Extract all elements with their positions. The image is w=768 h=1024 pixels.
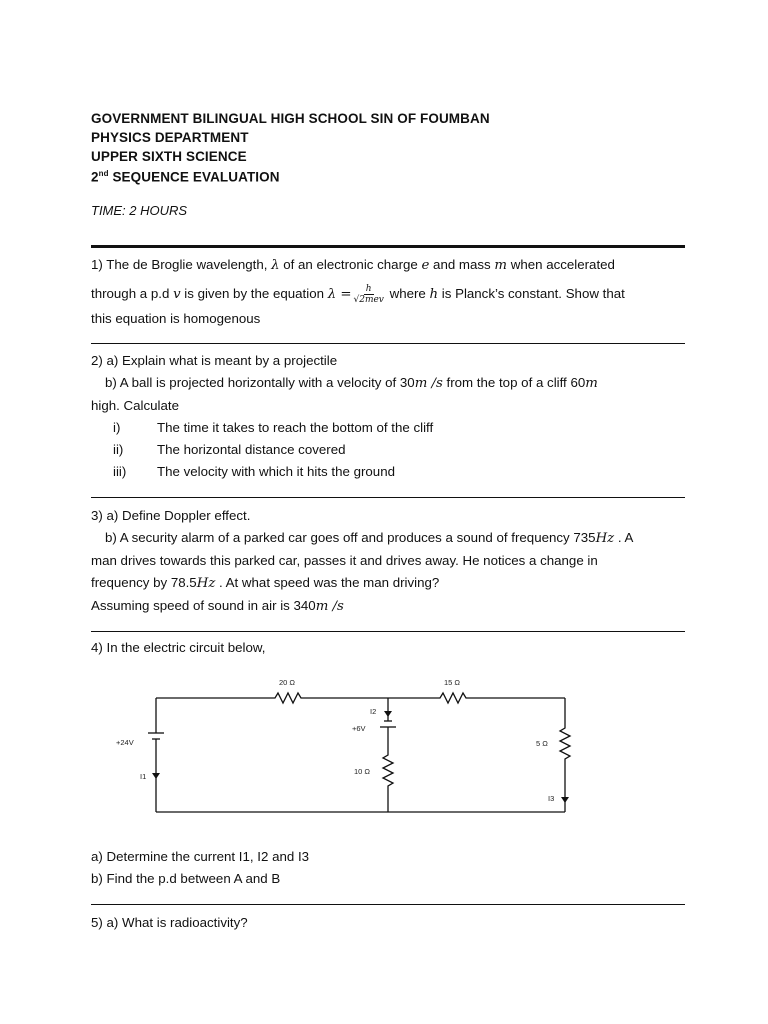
question-4-intro: 4) In the electric circuit below, bbox=[91, 640, 266, 655]
question-2: 2) a) Explain what is meant by a projectile b) A ball is projected horizontally with a velocity of 30m /s from the top of a cliff 60m high. Calculate i) The time it takes to reach the bottom of the cliff ii) The horizontal distance covered iii) The velocity with which it hits the ground bbox=[91, 350, 691, 483]
current-i3-label: I3 bbox=[548, 794, 555, 803]
resistor-20-label: 20 Ω bbox=[279, 678, 296, 687]
divider bbox=[91, 343, 685, 344]
battery-24v-label: +24V bbox=[116, 738, 134, 747]
question-5: 5) a) What is radioactivity? bbox=[91, 915, 248, 930]
divider bbox=[91, 245, 685, 248]
question-1: 1) The de Broglie wavelength, λ of an electronic charge e and mass m when accelerated through a p.d v is given by the equation λ = $\frac{h}{\text{√2mev}}$ where h is Planck’s constant. Show that this equation is homogenous bbox=[91, 257, 625, 326]
divider bbox=[91, 904, 685, 905]
current-arrow-i2 bbox=[384, 711, 392, 717]
equation-fraction: $\frac{h}{\text{√2mev}}$ bbox=[353, 283, 384, 305]
current-i2-label: I2 bbox=[370, 707, 377, 716]
current-arrow-i3 bbox=[561, 797, 569, 803]
electric-circuit-diagram bbox=[100, 668, 590, 820]
list-item: iii) The velocity with which it hits the ground bbox=[113, 464, 395, 479]
divider bbox=[91, 631, 685, 632]
current-arrow-i1 bbox=[152, 773, 160, 779]
divider bbox=[91, 497, 685, 498]
school-name: GOVERNMENT BILINGUAL HIGH SCHOOL SIN OF FOUMBAN bbox=[91, 111, 490, 126]
question-3: 3) a) Define Doppler effect. b) A security alarm of a parked car goes off and produces a sound of frequency 735Hz . A man drives towards this parked car, passes it and drives away. He notices a change in frequency by 78.5Hz . At what speed was the man driving? Assuming speed of sound in air is 340m /s bbox=[91, 508, 634, 614]
resistor-10-label: 10 Ω bbox=[354, 767, 371, 776]
list-item: ii) The horizontal distance covered bbox=[113, 442, 346, 457]
list-item: i) The time it takes to reach the bottom of the cliff bbox=[113, 420, 434, 435]
class-name: UPPER SIXTH SCIENCE bbox=[91, 149, 247, 164]
exam-time: TIME: 2 HOURS bbox=[91, 203, 188, 218]
current-i1-label: I1 bbox=[140, 772, 147, 781]
question-4-parts: a) Determine the current I1, I2 and I3 b) Find the p.d between A and B bbox=[91, 849, 310, 886]
evaluation-title: 2nd SEQUENCE EVALUATION bbox=[91, 169, 280, 185]
resistor-5-label: 5 Ω bbox=[536, 739, 548, 748]
department: PHYSICS DEPARTMENT bbox=[91, 130, 249, 145]
resistor-15-label: 15 Ω bbox=[444, 678, 461, 687]
top-wire bbox=[156, 693, 565, 703]
battery-6v-label: +6V bbox=[352, 724, 366, 733]
